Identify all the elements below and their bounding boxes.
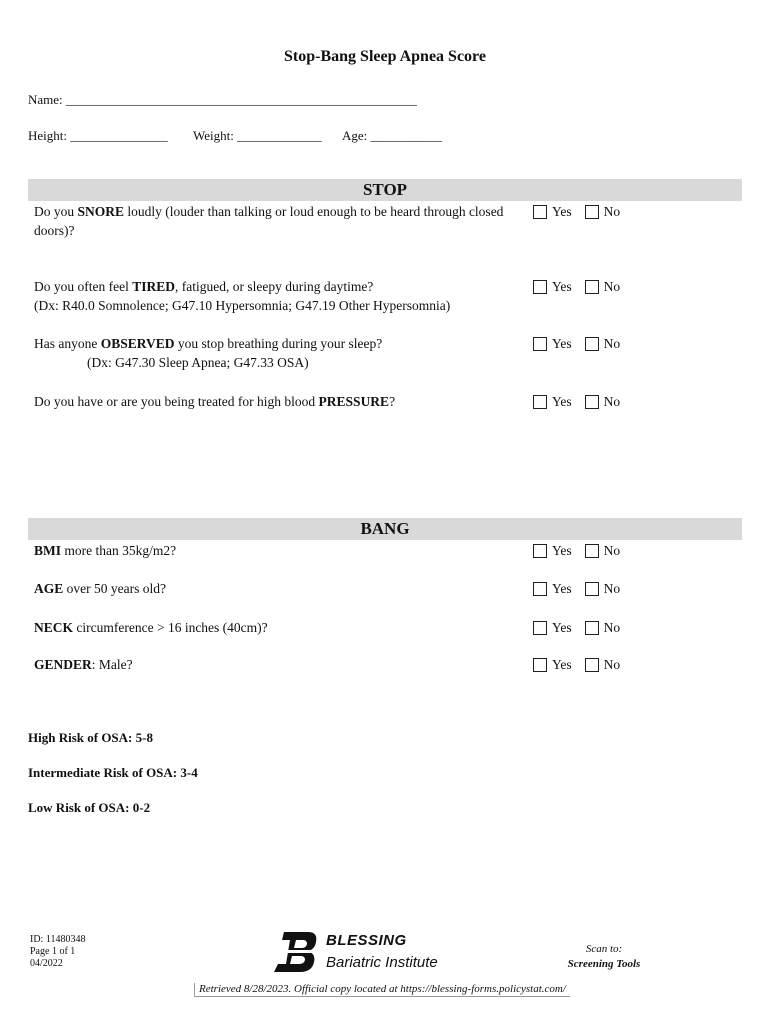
name-field[interactable]: Name: ______________________________________________________ xyxy=(28,92,417,107)
document-date: 04/2022 xyxy=(30,958,63,969)
yes-checkbox[interactable] xyxy=(533,205,547,219)
no-checkbox[interactable] xyxy=(585,395,599,409)
no-label: No xyxy=(603,657,621,672)
yes-checkbox[interactable] xyxy=(533,544,547,558)
yes-checkbox[interactable] xyxy=(533,621,547,635)
answer-gender[interactable] xyxy=(533,657,633,673)
yes-label: Yes xyxy=(552,657,572,672)
logo-name: BLESSING xyxy=(326,932,407,949)
age-field[interactable]: Age: ___________ xyxy=(342,128,443,143)
logo-subtitle: Bariatric Institute xyxy=(326,954,438,971)
yes-label: Yes xyxy=(552,279,572,294)
question-gender: GENDER: Male? xyxy=(34,657,133,672)
no-label: No xyxy=(603,581,621,596)
answer-age[interactable] xyxy=(533,581,633,597)
dx-note: (Dx: R40.0 Somnolence; G47.10 Hypersomnia; G47.19 Other Hypersomnia) xyxy=(34,298,451,313)
question-snore: Do you SNORE loudly (louder than talking or loud enough to be heard through closed doors)? xyxy=(34,204,504,238)
question-tired: Do you often feel TIRED, fatigued, or sleepy during daytime? (Dx: R40.0 Somnolence; G47.10 Hypersomnia; G47.19 Other Hypersomnia) xyxy=(34,279,451,313)
yes-checkbox[interactable] xyxy=(533,658,547,672)
yes-checkbox[interactable] xyxy=(533,395,547,409)
question-pressure: Do you have or are you being treated for high blood PRESSURE? xyxy=(34,394,396,409)
answer-tired[interactable] xyxy=(533,279,633,295)
yes-label: Yes xyxy=(552,204,572,219)
answer-observed[interactable] xyxy=(533,336,633,352)
scan-to-label: Scan to: xyxy=(585,943,623,955)
logo-b-icon xyxy=(274,930,322,974)
retrieved-note: Retrieved 8/28/2023. Official copy located at https://blessing-forms.policystat.com/ xyxy=(194,983,570,997)
no-label: No xyxy=(603,204,621,219)
question-age: AGE over 50 years old? xyxy=(34,581,166,596)
yes-label: Yes xyxy=(552,581,572,596)
yes-label: Yes xyxy=(552,336,572,351)
document-id: ID: 11480348 xyxy=(30,934,86,945)
yes-checkbox[interactable] xyxy=(533,280,547,294)
stop-section-header: STOP xyxy=(28,179,742,201)
question-bmi: BMI more than 35kg/m2? xyxy=(34,543,177,558)
no-checkbox[interactable] xyxy=(585,582,599,596)
risk-low: Low Risk of OSA: 0-2 xyxy=(28,800,151,815)
scan-note xyxy=(540,942,668,972)
risk-intermediate: Intermediate Risk of OSA: 3-4 xyxy=(28,765,198,780)
no-checkbox[interactable] xyxy=(585,280,599,294)
yes-checkbox[interactable] xyxy=(533,337,547,351)
yes-label: Yes xyxy=(552,543,572,558)
no-checkbox[interactable] xyxy=(585,658,599,672)
no-label: No xyxy=(603,279,621,294)
height-field[interactable]: Height: _______________ xyxy=(28,128,168,143)
no-checkbox[interactable] xyxy=(585,544,599,558)
no-label: No xyxy=(603,336,621,351)
yes-checkbox[interactable] xyxy=(533,582,547,596)
form-title: Stop-Bang Sleep Apnea Score xyxy=(284,48,486,65)
document-info xyxy=(30,934,85,970)
question-observed: Has anyone OBSERVED you stop breathing during your sleep? (Dx: G47.30 Sleep Apnea; G47.33 OSA) xyxy=(34,336,383,370)
no-label: No xyxy=(603,620,621,635)
answer-neck[interactable] xyxy=(533,620,633,636)
no-label: No xyxy=(603,394,621,409)
answer-pressure[interactable] xyxy=(533,394,633,410)
yes-label: Yes xyxy=(552,620,572,635)
yes-label: Yes xyxy=(552,394,572,409)
no-checkbox[interactable] xyxy=(585,337,599,351)
no-checkbox[interactable] xyxy=(585,621,599,635)
page-number: Page 1 of 1 xyxy=(30,946,76,957)
blessing-logo xyxy=(274,930,454,976)
scan-target: Screening Tools xyxy=(567,958,641,970)
no-checkbox[interactable] xyxy=(585,205,599,219)
question-neck: NECK circumference > 16 inches (40cm)? xyxy=(34,620,268,635)
bang-section-header: BANG xyxy=(28,518,742,540)
risk-high: High Risk of OSA: 5-8 xyxy=(28,730,153,745)
weight-field[interactable]: Weight: _____________ xyxy=(193,128,322,143)
answer-snore[interactable] xyxy=(533,204,633,220)
answer-bmi[interactable] xyxy=(533,543,633,559)
dx-note: (Dx: G47.30 Sleep Apnea; G47.33 OSA) xyxy=(87,355,309,370)
no-label: No xyxy=(603,543,621,558)
